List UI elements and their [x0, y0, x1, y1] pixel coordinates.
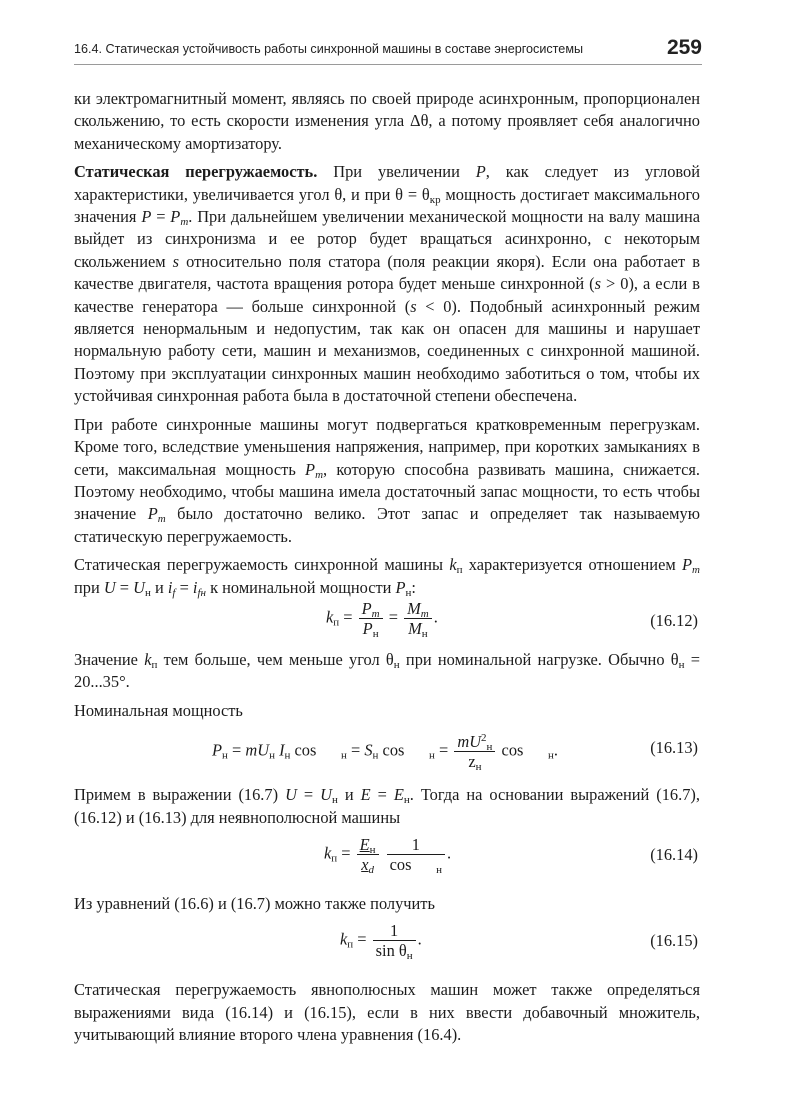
subscript: н: [372, 749, 379, 762]
symbol: P: [170, 207, 181, 227]
subscript: m: [157, 513, 166, 526]
symbol: E: [393, 785, 404, 805]
fraction: [359, 599, 383, 638]
subscript: н: [372, 627, 379, 640]
text: Значение: [74, 649, 145, 669]
subscript: п: [456, 564, 463, 577]
function: cos: [294, 740, 317, 760]
fraction: [387, 835, 445, 874]
symbol: E: [360, 785, 371, 805]
superscript: 2: [481, 732, 487, 745]
text: было достаточно велико. Этот запас и определяет так называемую статическую перегружаемость.: [74, 504, 700, 546]
subscript: н: [421, 627, 428, 640]
running-title: 16.4. Статическая устойчивость работы синхронной машины в составе энергосистемы: [74, 42, 584, 56]
text: , как следует из угловой характеристики, увеличивается угол θ, и при θ = θ: [74, 162, 701, 204]
equation-16-13: [74, 726, 700, 784]
subscript: d: [368, 863, 374, 876]
text: относительно поля статора (поля реакции якоря). Если она работает в качестве двигателя, частота вращения ротора будет меньше синхронной (: [74, 251, 700, 294]
symbol: k: [449, 555, 457, 575]
symbol: k: [144, 649, 152, 669]
equation-16-15: [74, 921, 700, 979]
text: мощность достигает максимального значения: [74, 184, 700, 227]
subscript: m: [180, 216, 189, 229]
fraction: [373, 921, 416, 963]
symbol: M: [407, 598, 421, 618]
symbol: P: [475, 162, 486, 182]
subscript: н: [678, 658, 685, 671]
symbol: s: [594, 274, 601, 294]
symbol: M: [408, 618, 422, 638]
symbol: P: [212, 740, 223, 760]
paragraph-nominal-power: Номинальная мощность: [74, 700, 243, 720]
subscript: н: [475, 761, 482, 774]
symbol: P: [362, 618, 373, 638]
operator: =: [341, 843, 351, 863]
symbol: i: [167, 577, 173, 597]
symbol: S: [364, 740, 373, 760]
text: , которую способна развивать машина, снижается. Поэтому необходимо, чтобы машина имела достаточный запас мощности, то есть чтобы значение: [74, 459, 700, 524]
subscript: н: [393, 658, 400, 671]
symbol: U: [469, 732, 482, 752]
text: При увеличении: [317, 162, 476, 182]
subscript: п: [151, 658, 158, 671]
section-lead: Статическая перегружаемость.: [74, 162, 318, 182]
subscript: н: [486, 741, 493, 754]
operator: =: [388, 607, 398, 627]
symbol: x: [361, 854, 369, 874]
page-number: 259: [666, 36, 702, 59]
period: .: [553, 740, 558, 760]
subscript: f: [172, 586, 176, 599]
subscript: н: [269, 749, 275, 762]
symbol: m: [245, 740, 258, 760]
subscript: н: [429, 749, 435, 762]
symbol: s: [410, 296, 417, 316]
symbol: P: [147, 504, 158, 524]
equation-16-12: [74, 599, 700, 649]
paragraph-salient-pole: Статическая перегружаемость явнополюсных машин может также определяться выражениями вида (16.14) и (16.15), если в них ввести добавочный множитель, учитывающий влияние второго члена уравнения (16.4).: [74, 980, 700, 1045]
subscript: н: [369, 843, 376, 856]
subscript: кр: [429, 193, 441, 206]
text: тем больше, чем меньше угол θ: [157, 649, 394, 669]
text: характеризуется отношением: [462, 555, 683, 575]
operator: =: [439, 740, 449, 760]
symbol: U: [285, 785, 297, 805]
text: < 0). Подобный асинхронный режим является ненормальным и недопустим, так как он опасен для машины и нарушает нормальную работу сети, машин и механизмов, соединенных с синхронной машиной. Поэтому при эксплуатации синхронных машин необходимо заботиться о том, чтобы их устойчивая синхронная работа была в достаточной степени обеспечена.: [74, 296, 700, 406]
symbol: s: [172, 251, 180, 271]
function: cos: [389, 854, 412, 874]
text: При работе синхронные машины могут подвергаться кратковременным перегрузкам. Кроме того, вследствие уменьшения напряжения, например, при коротких замыканиях в сети, максимальная мощность: [74, 414, 700, 479]
symbol: k: [326, 607, 334, 627]
symbol: θ: [398, 941, 407, 961]
subscript: н: [222, 749, 228, 762]
numerator: 1: [373, 921, 416, 941]
subscript: н: [284, 749, 291, 762]
symbol: k: [324, 843, 332, 863]
subscript: н: [406, 950, 413, 963]
text: и: [337, 785, 361, 805]
period: .: [447, 843, 452, 863]
subscript: н: [548, 749, 554, 762]
equation-number: (16.14): [650, 844, 698, 864]
symbol: P: [305, 459, 316, 479]
equation-number: (16.13): [650, 738, 698, 758]
period: .: [433, 607, 438, 627]
function: cos: [501, 740, 524, 760]
period: .: [417, 929, 422, 949]
symbol: m: [457, 732, 470, 752]
subscript: п: [331, 852, 338, 865]
subscript: п: [333, 616, 340, 629]
symbol: P: [395, 577, 406, 597]
subscript: m: [692, 564, 700, 577]
text: Примем в выражении (16.7): [74, 785, 286, 805]
subscript: m: [371, 607, 380, 620]
paragraph-overloads: [74, 414, 700, 548]
paragraph-static-overload: Статическая перегружаемость. При увеличении P, как следует из угловой характеристики, увеличивается угол θ, и при $\theta = \theta_{кр}$ мощность достигает максимального значения $P = P_m$. При дальнейшем увеличении механической мощности на валу машина выйдет из синхронизма и ее ротор будет вращаться асинхронно, с некоторым скольжением s относительно поля статора (поля реакции якоря). Если она работает в качестве двигателя, частота вращения ротора будет меньше синхронной (s > 0), а если в качестве генератора — больше синхронной (s < 0). Подобный асинхронный режим является ненормальным и недопустим, так как он опасен для машины и нарушает нормальную работу сети, машин и механизмов, соединенных с синхронной машиной. Поэтому при эксплуатации синхронных машин необходимо заботиться о том, чтобы их устойчивая синхронная работа была в достаточной степени обеспечена.: [74, 162, 701, 406]
subscript: fн: [197, 586, 206, 599]
operator: =: [350, 740, 361, 760]
subscript: п: [347, 938, 354, 951]
symbol: z: [468, 752, 476, 772]
text: = 20...35°.: [74, 649, 701, 692]
equation-16-14: [74, 835, 700, 893]
paragraph-also-obtain: Из уравнений (16.6) и (16.7) можно также получить: [74, 893, 435, 913]
text: к номинальной мощности: [206, 577, 396, 597]
fraction: [404, 599, 432, 638]
subscript: н: [436, 863, 442, 876]
paragraph-typical-angle: [74, 649, 700, 694]
symbol: P: [361, 598, 372, 618]
text: . При дальнейшем увеличении механической мощности на валу машина выйдет из синхронизма и ее ротор будет вращаться асинхронно, с некоторым скольжением: [74, 207, 700, 271]
subscript: н: [405, 586, 412, 599]
text: . Тогда на основании выражений (16.7), (16.12) и (16.13) для неявнополюсной машины: [74, 785, 700, 827]
page-body: [74, 88, 700, 1047]
paragraph-definition: Статическая перегружаемость синхронной машины $k_п$ характеризуется отношением $P_m$ при $U = U_н$ и $i_f = i_{fн}$ к номинальной мощности $P_н$:: [74, 555, 700, 599]
text: Статическая перегружаемость синхронной машины: [74, 555, 450, 575]
function: sin: [375, 941, 395, 961]
operator: =: [357, 929, 367, 949]
text: и: [150, 577, 168, 597]
symbol: P: [141, 207, 152, 227]
symbol: U: [320, 785, 332, 805]
text: при: [74, 577, 104, 597]
symbol: E: [359, 834, 370, 854]
symbol: U: [103, 577, 116, 597]
subscript: н: [340, 749, 347, 762]
symbol: U: [133, 577, 145, 597]
symbol: k: [340, 929, 348, 949]
fraction: [357, 835, 379, 874]
paragraph-assumption: Примем в выражении (16.7) $U = U_н$ и $E = E_н$. Тогда на основании выражений (16.7), (16.12) и (16.13) для неявнополюсной машины: [74, 785, 700, 827]
numerator: 1: [387, 835, 445, 855]
subscript: н: [331, 794, 338, 807]
symbol: U: [257, 740, 270, 760]
page-header: [74, 36, 702, 65]
symbol: I: [279, 740, 285, 760]
subscript: н: [144, 586, 151, 599]
subscript: m: [315, 468, 324, 481]
function: cos: [382, 740, 405, 760]
fraction: [454, 732, 495, 774]
symbol: P: [682, 555, 693, 575]
text: > 0), а если в качестве генератора — больше синхронной (: [74, 274, 700, 316]
operator: =: [232, 740, 242, 760]
subscript: н: [403, 794, 410, 807]
text: при номинальной нагрузке. Обычно θ: [399, 649, 679, 669]
paragraph-continuation: ки электромагнитный момент, являясь по своей природе асинхронным, пропорционален скольжению, то есть скорости изменения угла Δθ, а потому проявляет себя аналогично механическому амортизатору.: [74, 89, 700, 153]
operator: =: [343, 607, 353, 627]
equation-number: (16.12): [650, 610, 698, 630]
symbol: i: [192, 577, 198, 597]
text: :: [411, 577, 416, 597]
subscript: m: [420, 607, 429, 620]
equation-number: (16.15): [650, 931, 698, 951]
